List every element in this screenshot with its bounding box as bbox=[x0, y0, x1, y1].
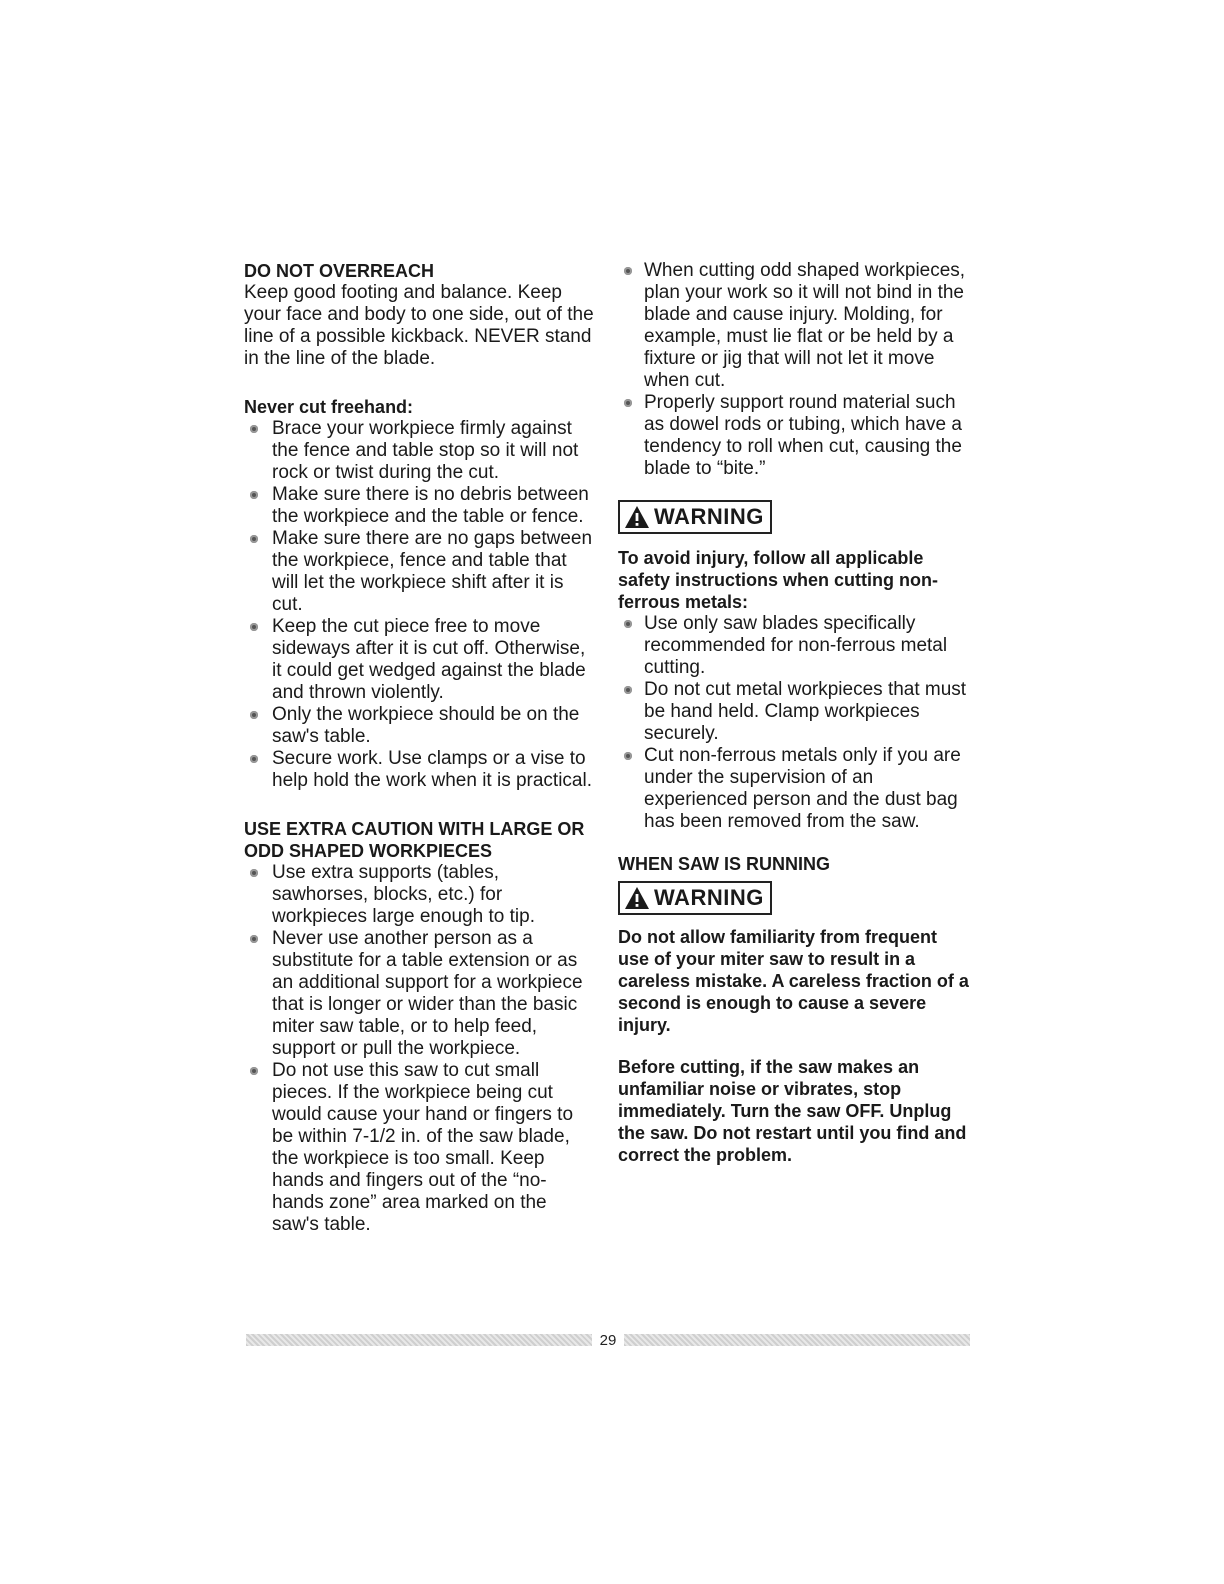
warning-label-2 bbox=[618, 881, 772, 915]
non-ferrous-lead: To avoid injury, follow all applicable safety instructions when cutting non-ferrous metals: bbox=[618, 548, 939, 612]
large-workpieces-heading: USE EXTRA CAUTION WITH LARGE OR ODD SHAPED WORKPIECES bbox=[244, 819, 585, 861]
warning-triangle-icon bbox=[624, 886, 650, 910]
right-column bbox=[618, 260, 970, 1166]
freehand-heading: Never cut freehand: bbox=[244, 397, 414, 417]
list-item: Never use another person as a substitute for a table extension or as an additional support for a workpiece that is longer or wider than the basic miter saw table, or to help feed, support or pull the workpiece. bbox=[244, 928, 596, 1060]
odd-shaped-list bbox=[618, 260, 970, 480]
warning-text: WARNING bbox=[654, 504, 764, 529]
list-item: Secure work. Use clamps or a vise to help hold the work when it is practical. bbox=[244, 748, 596, 792]
list-item: Brace your workpiece firmly against the fence and table stop so it will not rock or twist during the cut. bbox=[244, 418, 596, 484]
overreach-text: Keep good footing and balance. Keep your face and body to one side, out of the line of a possible kickback. NEVER stand in the line of the blade. bbox=[244, 282, 594, 369]
footer-bar-left bbox=[246, 1334, 592, 1346]
footer-bar-right bbox=[624, 1334, 970, 1346]
saw-running-heading: WHEN SAW IS RUNNING bbox=[618, 854, 831, 874]
list-item: Cut non-ferrous metals only if you are under the supervision of an experienced person and the dust bag has been removed from the saw. bbox=[618, 745, 970, 833]
warning-triangle-icon bbox=[624, 505, 650, 529]
page-number: 29 bbox=[599, 1331, 617, 1349]
list-item: Keep the cut piece free to move sideways after it is cut off. Otherwise, it could get wedged against the blade and thrown violently. bbox=[244, 616, 596, 704]
overreach-heading: DO NOT OVERREACH bbox=[244, 261, 435, 281]
left-column bbox=[244, 260, 596, 1236]
non-ferrous-list bbox=[618, 613, 970, 833]
familiarity-warning: Do not allow familiarity from frequent use of your miter saw to result in a careless mistake. A careless fraction of a second is enough to cause a severe injury. bbox=[618, 927, 969, 1035]
unfamiliar-noise-warning: Before cutting, if the saw makes an unfamiliar noise or vibrates, stop immediately. Turn the saw OFF. Unplug the saw. Do not restart until you find and correct the problem. bbox=[618, 1057, 967, 1165]
list-item: When cutting odd shaped workpieces, plan your work so it will not bind in the blade and cause injury. Molding, for example, must lie flat or be held by a fixture or jig that will not let it move when cut. bbox=[618, 260, 970, 392]
list-item: Do not cut metal workpieces that must be hand held. Clamp workpieces securely. bbox=[618, 679, 970, 745]
page-footer bbox=[246, 1330, 970, 1350]
warning-label-1 bbox=[618, 500, 772, 534]
list-item: Make sure there is no debris between the workpiece and the table or fence. bbox=[244, 484, 596, 528]
list-item: Do not use this saw to cut small pieces. If the workpiece being cut would cause your hand or fingers to be within 7-1/2 in. of the saw blade, the workpiece is too small. Keep hands and fingers out of the “no-hands zone” area marked on the saw's table. bbox=[244, 1060, 596, 1236]
list-item: Properly support round material such as dowel rods or tubing, which have a tendency to roll when cut, causing the blade to “bite.” bbox=[618, 392, 970, 480]
list-item: Use only saw blades specifically recommended for non-ferrous metal cutting. bbox=[618, 613, 970, 679]
large-workpieces-list bbox=[244, 862, 596, 1236]
freehand-list bbox=[244, 418, 596, 792]
list-item: Make sure there are no gaps between the workpiece, fence and table that will let the workpiece shift after it is cut. bbox=[244, 528, 596, 616]
list-item: Only the workpiece should be on the saw's table. bbox=[244, 704, 596, 748]
warning-text: WARNING bbox=[654, 885, 764, 910]
list-item: Use extra supports (tables, sawhorses, blocks, etc.) for workpieces large enough to tip. bbox=[244, 862, 596, 928]
